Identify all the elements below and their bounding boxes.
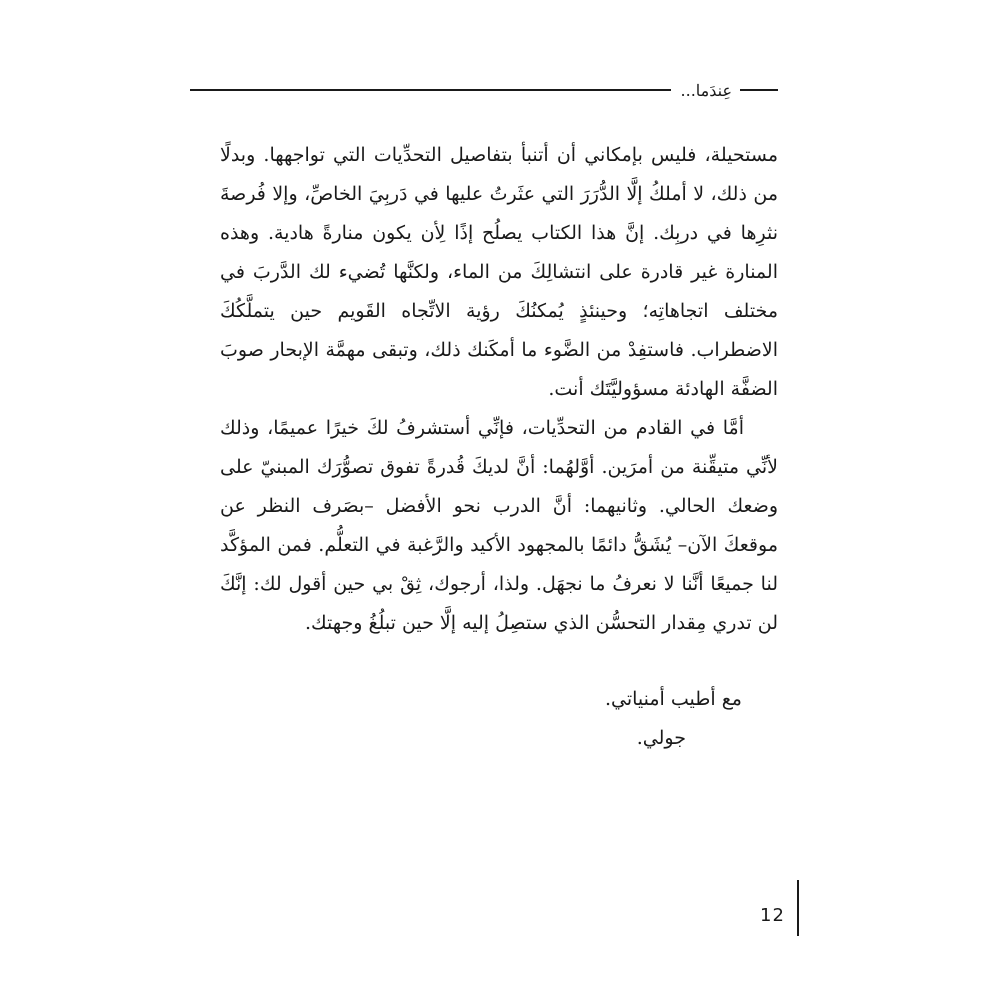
closing-line: مع أطيب أمنياتي.	[604, 688, 742, 710]
paragraph-continued: مستحيلة، فليس بإمكاني أن أتنبأ بتفاصيل التحدِّيات التي تواجهها. وبدلًا من ذلك، لا أملكُ إلَّا الدُّرَرَ التي عثَرتُ عليها في دَربِيَ الخاصِّ، وإلا فُرصةَ نثرِها في دربِك. إنَّ هذا الكتاب يصلُح إذًا لِأن يكون منارةً هادية. وهذه المنارة غير قادرة على انتشالِكَ من الماء، ولكنَّها تُضيء لك الدَّربَ في مختلف اتجاهاتِه؛ وحينئذٍ يُمكنُكَ رؤية الاتِّجاه القَويم حين يتملَّكُكَ الاضطراب. فاستفِدْ من الضَّوء ما أمكَنك ذلك، وتبقى مهمَّة الإبحار صوبَ الضفَّة الهادئة مسؤوليَّتَك أنت.	[220, 144, 778, 400]
page-number: 12	[760, 904, 785, 926]
page-footer	[760, 880, 799, 936]
header-rule	[190, 89, 671, 91]
signature: جولي.	[636, 727, 686, 749]
body-text	[220, 136, 778, 643]
letter-closing	[220, 680, 778, 758]
footer-rule	[797, 880, 799, 936]
paragraph: أمَّا في القادم من التحدِّيات، فإنِّي أستشرفُ لكَ خيرًا عميمًا، وذلك لأنِّي متيقِّنة من أمرَين. أوَّلهُما: أنَّ لديكَ قُدرةً تفوق تصوُّرَك المبنيّ على وضعك الحالي. وثانيهما: أنَّ الدرب نحو الأفضل –بصَرف النظر عن موقعكَ الآن– يُشَقُّ دائمًا بالمجهود الأكيد والرَّغبة في التعلُّم. فمن المؤكَّد لنا جميعًا أنَّنا لا نعرفُ ما نجهَل. ولذا، أرجوك، ثِقْ بي حين أقول لك: إنَّكَ لن تدري مِقدار التحسُّن الذي ستصِلُ إليه إلَّا حين تبلُغُ وجهتك.	[220, 417, 778, 634]
running-header-title: عِندَما...	[680, 80, 732, 100]
header-dash	[740, 89, 778, 91]
running-header	[190, 78, 778, 102]
